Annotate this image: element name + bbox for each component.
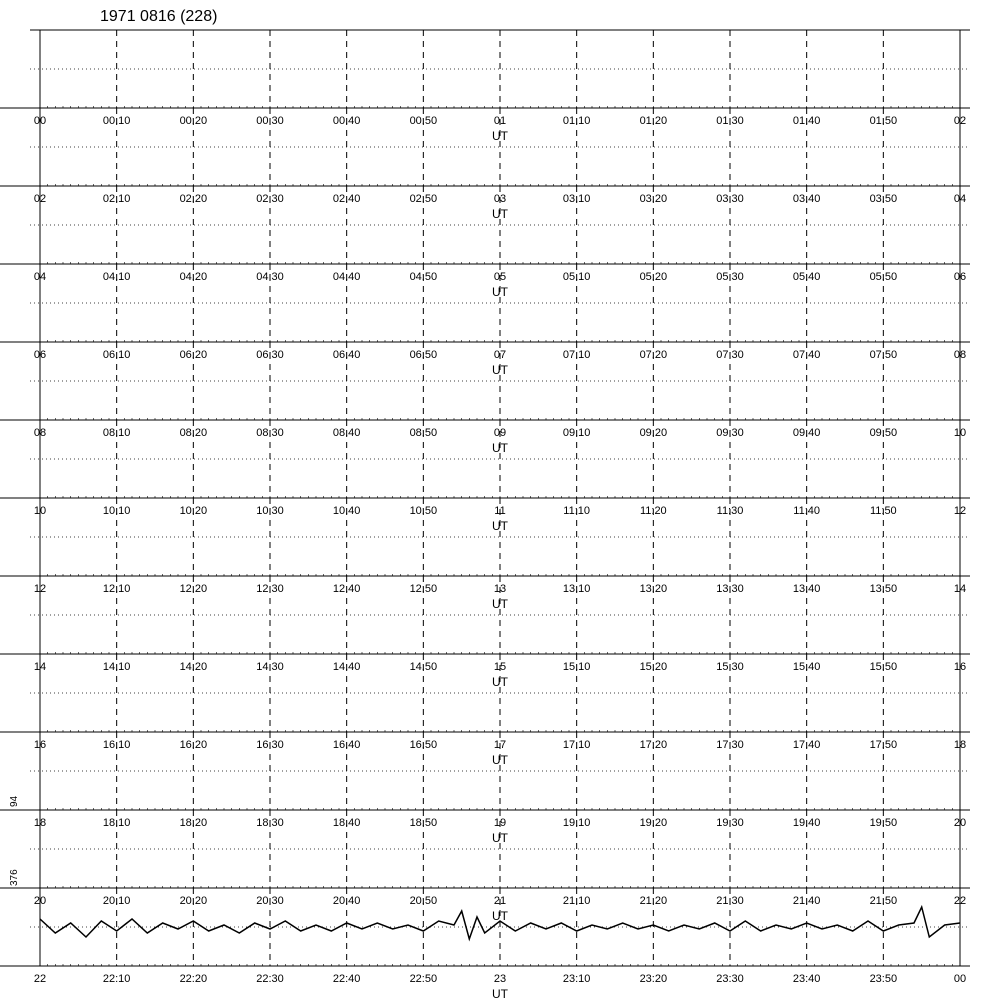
tick-label: 05:50 xyxy=(869,271,898,283)
tick-label: 03:20 xyxy=(639,193,668,205)
tick-label: 23:10 xyxy=(562,973,591,985)
tick-label: 08:30 xyxy=(256,427,284,439)
tick-label: 22:10 xyxy=(102,973,131,985)
xaxis-label: UT xyxy=(492,363,508,377)
tick-label: 06:30 xyxy=(256,349,284,361)
tick-label: 13:30 xyxy=(716,583,744,595)
tick-label: 20 xyxy=(953,817,967,829)
xaxis-label: UT xyxy=(492,207,508,221)
tick-label: 00 xyxy=(33,115,47,127)
tick-label: 06 xyxy=(953,271,967,283)
tick-label: 23:30 xyxy=(716,973,744,985)
tick-label: 17:30 xyxy=(716,739,744,751)
tick-label: 20:20 xyxy=(179,895,208,907)
tick-label: 04 xyxy=(33,271,47,283)
tick-label: 14 xyxy=(33,661,47,673)
tick-label: 06:20 xyxy=(179,349,208,361)
tick-label: 20:40 xyxy=(332,895,361,907)
tick-label: 19:10 xyxy=(562,817,591,829)
tick-label: 09:20 xyxy=(639,427,668,439)
tick-label: 14:30 xyxy=(256,661,284,673)
tick-label: 07:20 xyxy=(639,349,668,361)
tick-label: 16:40 xyxy=(332,739,361,751)
tick-label: 17:10 xyxy=(562,739,591,751)
tick-label: 12:10 xyxy=(102,583,131,595)
tick-label: 22:50 xyxy=(409,973,438,985)
tick-label: 02:10 xyxy=(102,193,131,205)
panels xyxy=(0,30,970,1000)
tick-label: 16:20 xyxy=(179,739,208,751)
xaxis-label: UT xyxy=(492,675,508,689)
tick-label: 14:40 xyxy=(332,661,361,673)
tick-label: 10 xyxy=(953,427,967,439)
tick-label: 05:10 xyxy=(562,271,591,283)
tick-label: 19:30 xyxy=(716,817,744,829)
tick-label: 09:40 xyxy=(792,427,821,439)
tick-label: 05:40 xyxy=(792,271,821,283)
tick-label: 08:40 xyxy=(332,427,361,439)
xaxis-label: UT xyxy=(492,909,508,923)
tick-label: 11:50 xyxy=(869,505,897,517)
tick-label: 12:30 xyxy=(256,583,284,595)
tick-label: 14 xyxy=(953,583,967,595)
tick-label: 11 xyxy=(494,505,506,517)
tick-label: 06:40 xyxy=(332,349,361,361)
xaxis-label: UT xyxy=(492,285,508,299)
tick-label: 07:10 xyxy=(562,349,591,361)
tick-label: 09 xyxy=(493,427,507,439)
tick-label: 00:10 xyxy=(102,115,131,127)
tick-label: 00:30 xyxy=(256,115,284,127)
tick-label: 10:20 xyxy=(179,505,208,517)
tick-label: 09:10 xyxy=(562,427,591,439)
tick-label: 18:40 xyxy=(332,817,361,829)
tick-label: 06 xyxy=(33,349,47,361)
tick-label: 03:50 xyxy=(869,193,898,205)
tick-label: 13:20 xyxy=(639,583,668,595)
tick-label: 04 xyxy=(953,193,967,205)
tick-label: 12:40 xyxy=(332,583,361,595)
tick-label: 18:30 xyxy=(256,817,284,829)
side-label-lower: 376 xyxy=(9,869,20,886)
xaxis-label: UT xyxy=(492,831,508,845)
tick-label: 23:40 xyxy=(792,973,821,985)
tick-label: 02:50 xyxy=(409,193,438,205)
chart-title: 1971 0816 (228) xyxy=(100,8,218,25)
xaxis-label: UT xyxy=(492,597,508,611)
tick-label: 18 xyxy=(953,739,967,751)
tick-label: 07 xyxy=(493,349,507,361)
tick-label: 22 xyxy=(33,973,47,985)
tick-label: 19:50 xyxy=(869,817,898,829)
tick-label: 22 xyxy=(953,895,967,907)
tick-label: 08 xyxy=(33,427,47,439)
xaxis-label: UT xyxy=(492,519,508,533)
tick-label: 22:40 xyxy=(332,973,361,985)
tick-label: 14:20 xyxy=(179,661,208,673)
tick-label: 16 xyxy=(33,739,47,751)
tick-label: 04:20 xyxy=(179,271,208,283)
xaxis-label: UT xyxy=(492,441,508,455)
tick-label: 15:10 xyxy=(562,661,591,673)
tick-label: 17:50 xyxy=(869,739,898,751)
tick-label: 03:30 xyxy=(716,193,744,205)
tick-label: 20 xyxy=(33,895,47,907)
tick-label: 08 xyxy=(953,349,967,361)
tick-label: 05:30 xyxy=(716,271,744,283)
tick-label: 08:10 xyxy=(102,427,131,439)
tick-label: 10:50 xyxy=(409,505,438,517)
tick-label: 08:50 xyxy=(409,427,438,439)
tick-label: 01:30 xyxy=(716,115,744,127)
tick-label: 20:30 xyxy=(256,895,284,907)
tick-label: 23:20 xyxy=(639,973,668,985)
tick-label: 18 xyxy=(33,817,47,829)
tick-label: 12 xyxy=(953,505,967,517)
tick-label: 00 xyxy=(953,973,967,985)
tick-label: 05 xyxy=(493,271,507,283)
tick-label: 23:50 xyxy=(869,973,898,985)
tick-label: 02:20 xyxy=(179,193,208,205)
tick-label: 16:10 xyxy=(102,739,131,751)
xaxis-label: UT xyxy=(492,129,508,143)
tick-label: 05:20 xyxy=(639,271,668,283)
tick-label: 16:30 xyxy=(256,739,284,751)
tick-label: 21:50 xyxy=(869,895,898,907)
tick-label: 02 xyxy=(953,115,967,127)
tick-label: 13:40 xyxy=(792,583,821,595)
tick-label: 09:50 xyxy=(869,427,898,439)
tick-label: 23 xyxy=(493,973,507,985)
tick-label: 18:20 xyxy=(179,817,208,829)
tick-label: 22:20 xyxy=(179,973,208,985)
tick-label: 12:50 xyxy=(409,583,438,595)
tick-label: 09:30 xyxy=(716,427,744,439)
tick-label: 21:20 xyxy=(639,895,668,907)
tick-label: 21 xyxy=(493,895,507,907)
tick-label: 17 xyxy=(493,739,507,751)
tick-label: 07:40 xyxy=(792,349,821,361)
tick-label: 03:10 xyxy=(562,193,591,205)
tick-label: 15:40 xyxy=(792,661,821,673)
tick-label: 19:40 xyxy=(792,817,821,829)
tick-label: 03:40 xyxy=(792,193,821,205)
tick-label: 08:20 xyxy=(179,427,208,439)
tick-label: 19 xyxy=(493,817,507,829)
tick-label: 07:30 xyxy=(716,349,744,361)
xaxis-label: UT xyxy=(492,987,508,1000)
tick-label: 13 xyxy=(493,583,507,595)
tick-label: 15:20 xyxy=(639,661,668,673)
tick-label: 07:50 xyxy=(869,349,898,361)
tick-label: 22:30 xyxy=(256,973,284,985)
tick-label: 12 xyxy=(33,583,47,595)
tick-label: 01:10 xyxy=(562,115,591,127)
tick-label: 01:20 xyxy=(639,115,668,127)
tick-label: 16 xyxy=(953,661,967,673)
tick-label: 01 xyxy=(493,115,507,127)
tick-label: 10:40 xyxy=(332,505,361,517)
tick-label: 17:20 xyxy=(639,739,668,751)
tick-label: 00:50 xyxy=(409,115,438,127)
tick-label: 11:40 xyxy=(793,505,821,517)
tick-label: 01:50 xyxy=(869,115,898,127)
tick-label: 15:50 xyxy=(869,661,898,673)
tick-label: 00:40 xyxy=(332,115,361,127)
tick-label: 21:10 xyxy=(562,895,591,907)
tick-label: 04:50 xyxy=(409,271,438,283)
tick-label: 18:10 xyxy=(102,817,131,829)
tick-label: 10 xyxy=(33,505,47,517)
tick-label: 10:10 xyxy=(102,505,131,517)
tick-label: 10:30 xyxy=(256,505,284,517)
tick-label: 13:50 xyxy=(869,583,898,595)
tick-label: 20:10 xyxy=(102,895,131,907)
tick-label: 13:10 xyxy=(562,583,591,595)
tick-label: 00:20 xyxy=(179,115,208,127)
tick-label: 17:40 xyxy=(792,739,821,751)
tick-label: 21:40 xyxy=(792,895,821,907)
tick-label: 04:30 xyxy=(256,271,284,283)
tick-label: 11:30 xyxy=(716,505,744,517)
tick-label: 04:40 xyxy=(332,271,361,283)
tick-label: 11:10 xyxy=(563,505,591,517)
tick-label: 02:40 xyxy=(332,193,361,205)
xaxis-label: UT xyxy=(492,753,508,767)
tick-label: 15:30 xyxy=(716,661,744,673)
tick-label: 14:50 xyxy=(409,661,438,673)
tick-label: 03 xyxy=(493,193,507,205)
tick-label: 04:10 xyxy=(102,271,131,283)
tick-label: 12:20 xyxy=(179,583,208,595)
tick-label: 15 xyxy=(493,661,507,673)
tick-label: 19:20 xyxy=(639,817,668,829)
tick-label: 02:30 xyxy=(256,193,284,205)
tick-label: 11:20 xyxy=(639,505,667,517)
tick-label: 21:30 xyxy=(716,895,744,907)
tick-label: 18:50 xyxy=(409,817,438,829)
tick-label: 01:40 xyxy=(792,115,821,127)
tick-label: 06:10 xyxy=(102,349,131,361)
tick-label: 16:50 xyxy=(409,739,438,751)
tick-label: 06:50 xyxy=(409,349,438,361)
tick-label: 02 xyxy=(33,193,47,205)
side-label-upper: 94 xyxy=(9,795,20,807)
tick-label: 14:10 xyxy=(102,661,131,673)
tick-label: 20:50 xyxy=(409,895,438,907)
